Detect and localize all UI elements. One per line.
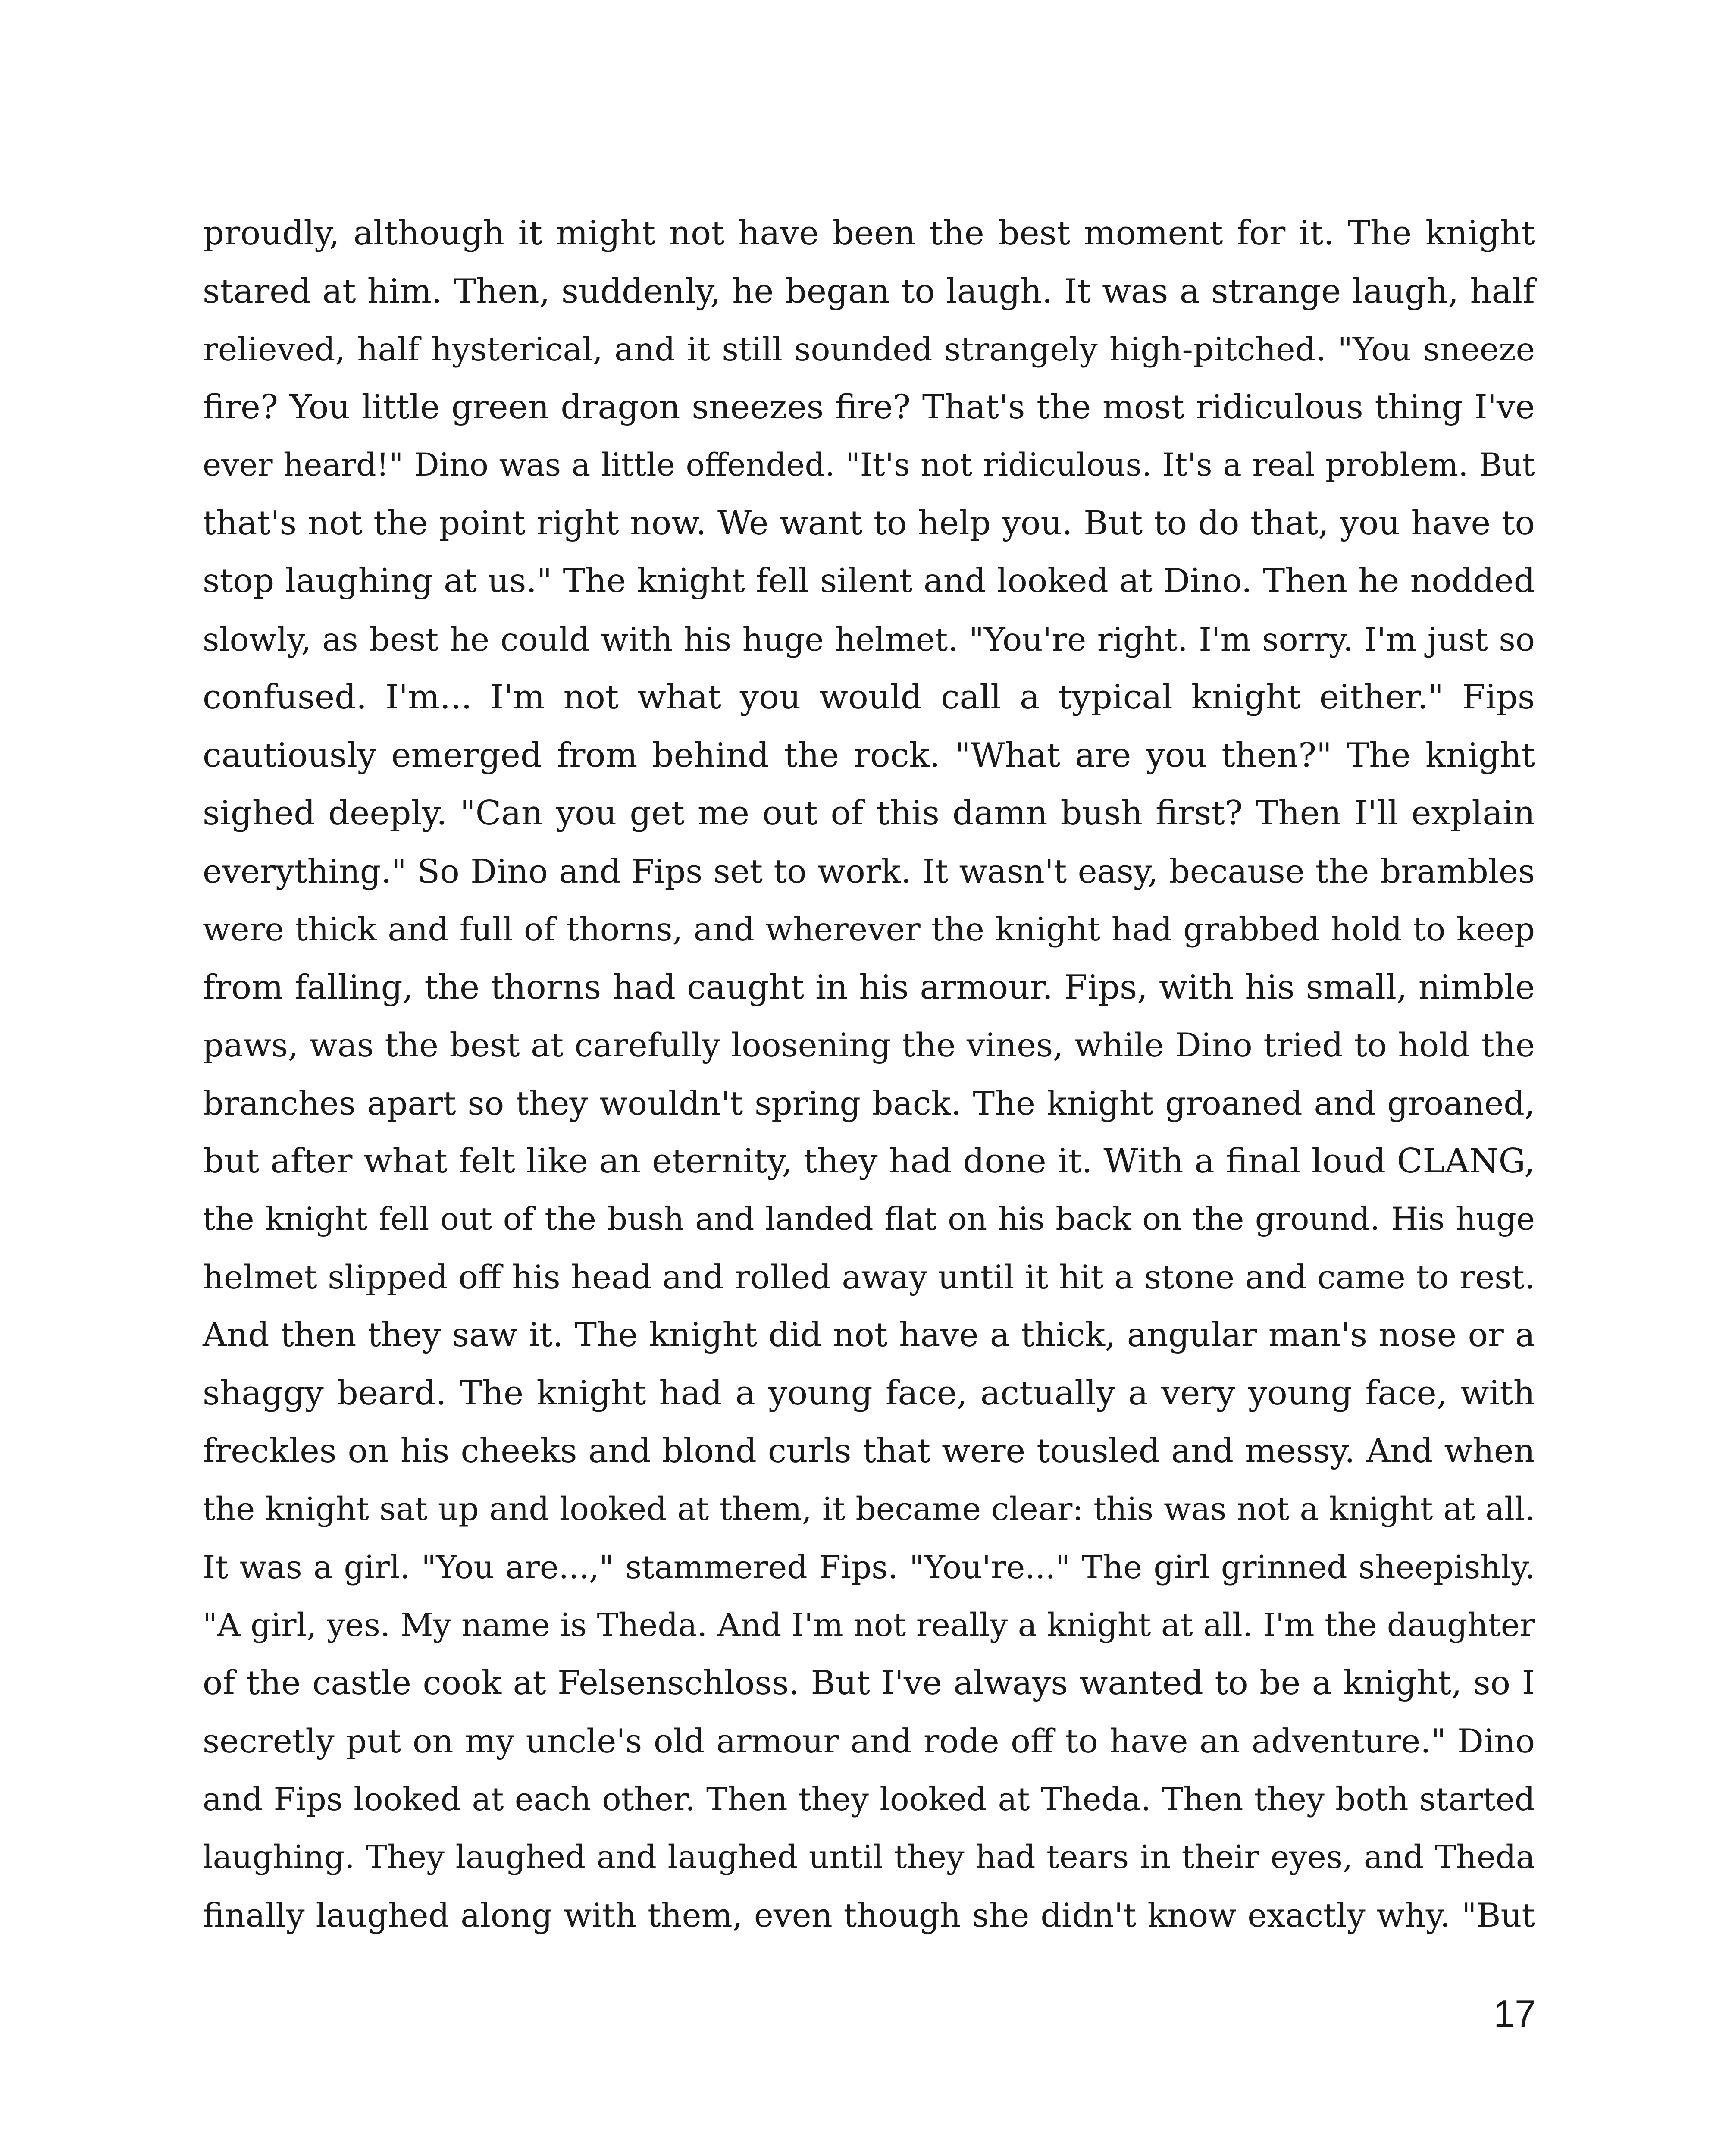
text-line-content: fire? You little green dragon sneezes fire? That's the most ridiculous thing I've <box>203 388 1535 426</box>
text-line <box>203 204 1535 263</box>
text-line-content: but after what felt like an eternity, they had done it. With a final loud CLANG, <box>203 1142 1535 1181</box>
text-line <box>203 320 1535 379</box>
text-line-content: ever heard!" Dino was a little offended. "It's not ridiculous. It's a real problem. But <box>203 447 1535 483</box>
text-line-content: relieved, half hysterical, and it still sounded strangely high-pitched. "You sneeze <box>203 330 1535 368</box>
text-line-content: proudly, although it might not have been the best moment for it. The knight <box>203 214 1535 253</box>
text-line-content: of the castle cook at Felsenschloss. But I've always wanted to be a knight, so I <box>203 1664 1535 1702</box>
text-line <box>203 1712 1535 1771</box>
text-line-content: laughing. They laughed and laughed until they had tears in their eyes, and Theda <box>203 1839 1535 1876</box>
text-line <box>203 1191 1535 1249</box>
text-line-content: sighed deeply. "Can you get me out of this damn bush first? Then I'll explain <box>203 794 1535 833</box>
text-line-content: helmet slipped off his head and rolled away until it hit a stone and came to rest. <box>203 1258 1535 1296</box>
text-line-content: shaggy beard. The knight had a young face, actually a very young face, with <box>203 1374 1535 1413</box>
text-line <box>203 1596 1535 1655</box>
text-line-content: And then they saw it. The knight did not have a thick, angular man's nose or a <box>203 1316 1535 1354</box>
text-line-content: were thick and full of thorns, and wherever the knight had grabbed hold to keep <box>203 910 1535 948</box>
text-line-content: the knight sat up and looked at them, it became clear: this was not a knight at all. <box>203 1491 1535 1528</box>
text-line <box>203 1016 1535 1075</box>
text-line <box>203 727 1535 785</box>
text-line-content: confused. I'm... I'm not what you would call a typical knight either." Fips <box>203 678 1535 717</box>
text-line <box>203 1480 1535 1539</box>
text-line <box>203 1539 1535 1597</box>
text-line-content: "A girl, yes. My name is Theda. And I'm not really a knight at all. I'm the daughter <box>203 1607 1535 1644</box>
text-line-content: and Fips looked at each other. Then they looked at Theda. Then they both started <box>203 1780 1535 1818</box>
text-line <box>203 1771 1535 1829</box>
text-line-content: everything." So Dino and Fips set to work. It wasn't easy, because the brambles <box>203 852 1535 890</box>
text-line <box>203 900 1535 959</box>
text-line <box>203 843 1535 901</box>
text-line <box>203 959 1535 1017</box>
text-line-content: cautiously emerged from behind the rock. "What are you then?" The knight <box>203 736 1535 775</box>
text-line-content: It was a girl. "You are...," stammered Fips. "You're..." The girl grinned sheepishly. <box>203 1548 1535 1586</box>
text-line-content: stop laughing at us." The knight fell silent and looked at Dino. Then he nodded <box>203 562 1535 600</box>
text-line <box>203 552 1535 611</box>
text-line <box>203 1887 1535 1945</box>
text-line <box>203 668 1535 727</box>
text-line <box>203 784 1535 843</box>
text-line-content: that's not the point right now. We want to help you. But to do that, you have to <box>203 504 1535 542</box>
text-line-content: finally laughed along with them, even though she didn't know exactly why. "But <box>203 1896 1535 1934</box>
text-line <box>203 1423 1535 1481</box>
text-line <box>203 436 1535 495</box>
text-line <box>203 1828 1535 1887</box>
text-line-content: from falling, the thorns had caught in his armour. Fips, with his small, nimble <box>203 968 1535 1007</box>
text-line <box>203 611 1535 669</box>
text-line-content: freckles on his cheeks and blond curls that were tousled and messy. And when <box>203 1432 1535 1470</box>
text-line <box>203 495 1535 553</box>
text-line <box>203 1132 1535 1191</box>
text-line-content: the knight fell out of the bush and landed flat on his back on the ground. His huge <box>203 1200 1535 1238</box>
text-line <box>203 1307 1535 1365</box>
text-line-content: secretly put on my uncle's old armour and rode off to have an adventure." Dino <box>203 1722 1535 1760</box>
body-text <box>203 204 1535 1944</box>
text-line-content: paws, was the best at carefully loosening the vines, while Dino tried to hold the <box>203 1026 1535 1064</box>
page-number: 17 <box>1494 1992 1536 2035</box>
text-line <box>203 1248 1535 1307</box>
text-line <box>203 1364 1535 1423</box>
text-line <box>203 1075 1535 1133</box>
text-line <box>203 263 1535 321</box>
text-line-content: stared at him. Then, suddenly, he began to laugh. It was a strange laugh, half <box>203 272 1535 311</box>
text-line-content: slowly, as best he could with his huge helmet. "You're right. I'm sorry. I'm just so <box>203 620 1535 658</box>
text-line-content: branches apart so they wouldn't spring back. The knight groaned and groaned, <box>203 1084 1535 1122</box>
text-line <box>203 379 1535 437</box>
text-line <box>203 1655 1535 1713</box>
